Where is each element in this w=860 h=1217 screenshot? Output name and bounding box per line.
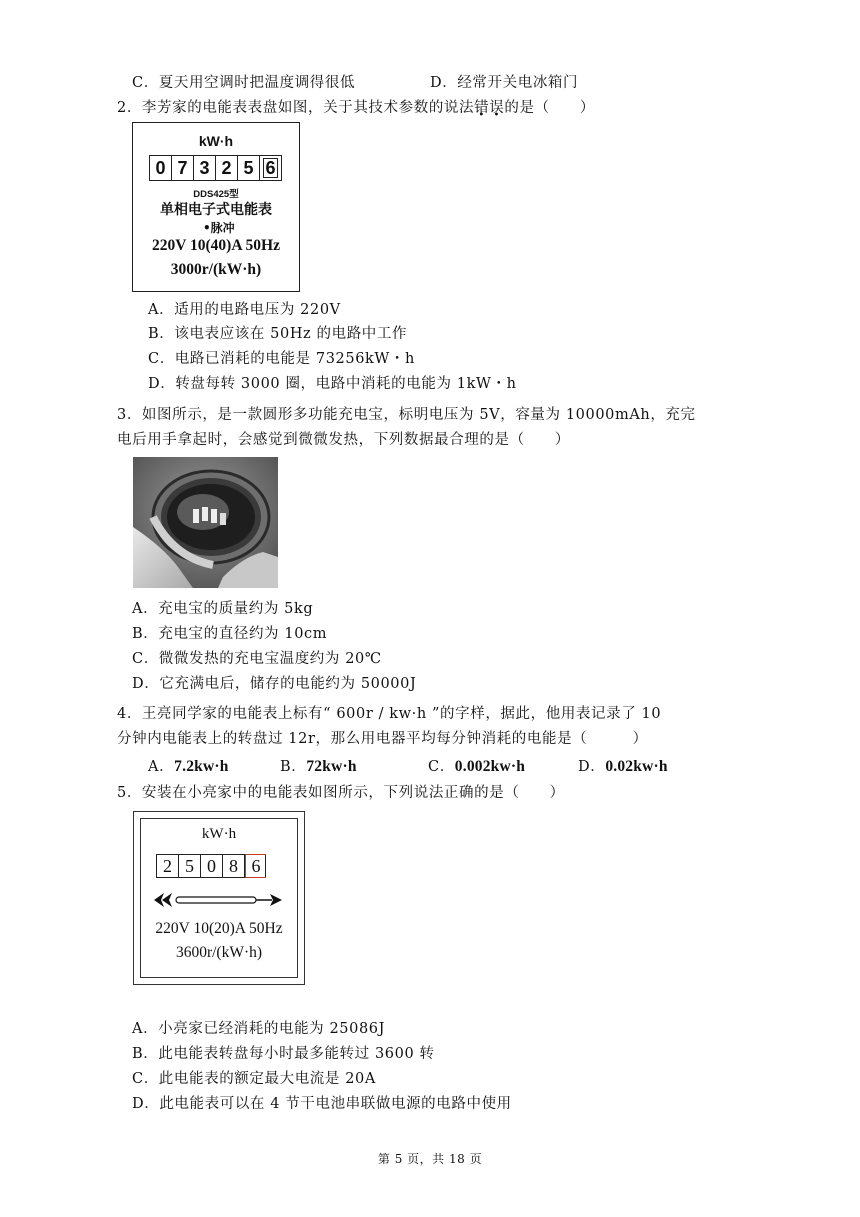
meter1-digit: 7 xyxy=(172,156,194,180)
page-footer: 第 5 页，共 18 页 xyxy=(377,1152,483,1166)
q5-option-c: C．此电能表的额定最大电流是 20A xyxy=(132,1071,376,1087)
q4-option-d-value: 0.02kw·h xyxy=(605,758,668,775)
meter1-rate: 3000r/(kW·h) xyxy=(170,261,262,278)
meter1-decimal-value: 6 xyxy=(263,158,278,178)
q4-option-d xyxy=(578,757,668,777)
q4-option-c xyxy=(428,757,525,777)
q4-option-b-letter: B． xyxy=(280,759,307,775)
q1-option-d: D．经常开关电冰箱门 xyxy=(430,75,579,91)
meter1-pulse-indicator: •脉冲 xyxy=(203,221,235,235)
q3-option-d: D．它充满电后，储存的电能约为 50000J xyxy=(132,676,417,692)
meter1-model: DDS425型 xyxy=(193,189,239,200)
meter1-digit-display xyxy=(149,155,282,181)
meter2-digit-display xyxy=(156,854,266,878)
meter2-rate: 3600r/(kW·h) xyxy=(175,944,263,961)
electric-meter-figure-2 xyxy=(133,811,305,985)
q2-emphasis-1: 错 xyxy=(474,100,490,116)
power-bank-photo xyxy=(133,457,278,588)
electric-meter-figure-1 xyxy=(132,122,300,292)
q3-stem-line2: 电后用手拿起时，会感觉到微微发热，下列数据最合理的是（ ） xyxy=(117,432,570,448)
meter2-digit: 0 xyxy=(201,855,223,877)
q4-option-c-value: 0.002kw·h xyxy=(454,758,526,775)
q3-option-b: B．充电宝的直径约为 10cm xyxy=(132,626,328,642)
meter2-digit: 2 xyxy=(157,855,179,877)
meter2-digit: 5 xyxy=(179,855,201,877)
q4-stem-line1: 4．王亮同学家的电能表上标有“ 600r / kw·h ”的字样，据此，他用表记录了 10 xyxy=(117,706,662,722)
q2-option-d: D．转盘每转 3000 圈，电路中消耗的电能为 1kW・h xyxy=(148,376,517,392)
meter1-decimal-digit xyxy=(260,156,281,180)
q5-option-d: D．此电能表可以在 4 节干电池串联做电源的电路中使用 xyxy=(132,1096,512,1112)
q4-option-a xyxy=(148,757,229,777)
meter2-unit: kW·h xyxy=(201,826,237,842)
q4-option-b-value: 72kw·h xyxy=(306,758,357,775)
meter2-digit: 8 xyxy=(223,855,245,877)
q2-emphasis-2: 误 xyxy=(489,100,505,116)
meter1-digit: 0 xyxy=(150,156,172,180)
q1-option-c: C．夏天用空调时把温度调得很低 xyxy=(132,75,356,91)
meter1-spec: 220V 10(40)A 50Hz xyxy=(151,237,280,254)
meter1-name: 单相电子式电能表 xyxy=(160,202,272,218)
meter1-digit: 3 xyxy=(194,156,216,180)
q3-option-a: A．充电宝的质量约为 5kg xyxy=(132,601,314,617)
q4-stem-line2: 分钟内电能表上的转盘过 12r，那么用电器平均每分钟消耗的电能是（ ） xyxy=(117,731,648,747)
q2-option-c: C．电路已消耗的电能是 73256kW・h xyxy=(148,351,415,367)
meter1-digit: 5 xyxy=(238,156,260,180)
q2-option-a: A．适用的电路电压为 220V xyxy=(148,302,341,318)
meter2-rotor-arrow-icon xyxy=(154,892,284,908)
q2-stem xyxy=(117,98,595,118)
q4-option-a-letter: A． xyxy=(148,759,175,775)
q4-option-a-value: 7.2kw·h xyxy=(174,758,229,775)
q2-stem-prefix: 2．李芳家的电能表表盘如图，关于其技术参数的说法 xyxy=(117,100,475,116)
q5-option-b: B．此电能表转盘每小时最多能转过 3600 转 xyxy=(132,1046,435,1062)
q3-option-c: C．微微发热的充电宝温度约为 20℃ xyxy=(132,651,382,667)
meter2-spec: 220V 10(20)A 50Hz xyxy=(155,920,283,937)
meter2-decimal-digit: 6 xyxy=(245,854,266,878)
q5-stem: 5．安装在小亮家中的电能表如图所示，下列说法正确的是（ ） xyxy=(117,785,565,801)
q4-option-d-letter: D． xyxy=(578,759,606,775)
q5-option-a: A．小亮家已经消耗的电能为 25086J xyxy=(132,1021,386,1037)
q3-stem-line1: 3．如图所示，是一款圆形多功能充电宝，标明电压为 5V，容量为 10000mAh，充完 xyxy=(117,407,696,423)
meter1-digit: 2 xyxy=(216,156,238,180)
q2-option-b: B．该电表应该在 50Hz 的电路中工作 xyxy=(148,326,408,342)
q4-option-b xyxy=(280,757,357,777)
meter1-unit: kW·h xyxy=(198,133,234,149)
q4-option-c-letter: C． xyxy=(428,759,455,775)
q2-stem-suffix: 的是（ ） xyxy=(504,100,595,116)
